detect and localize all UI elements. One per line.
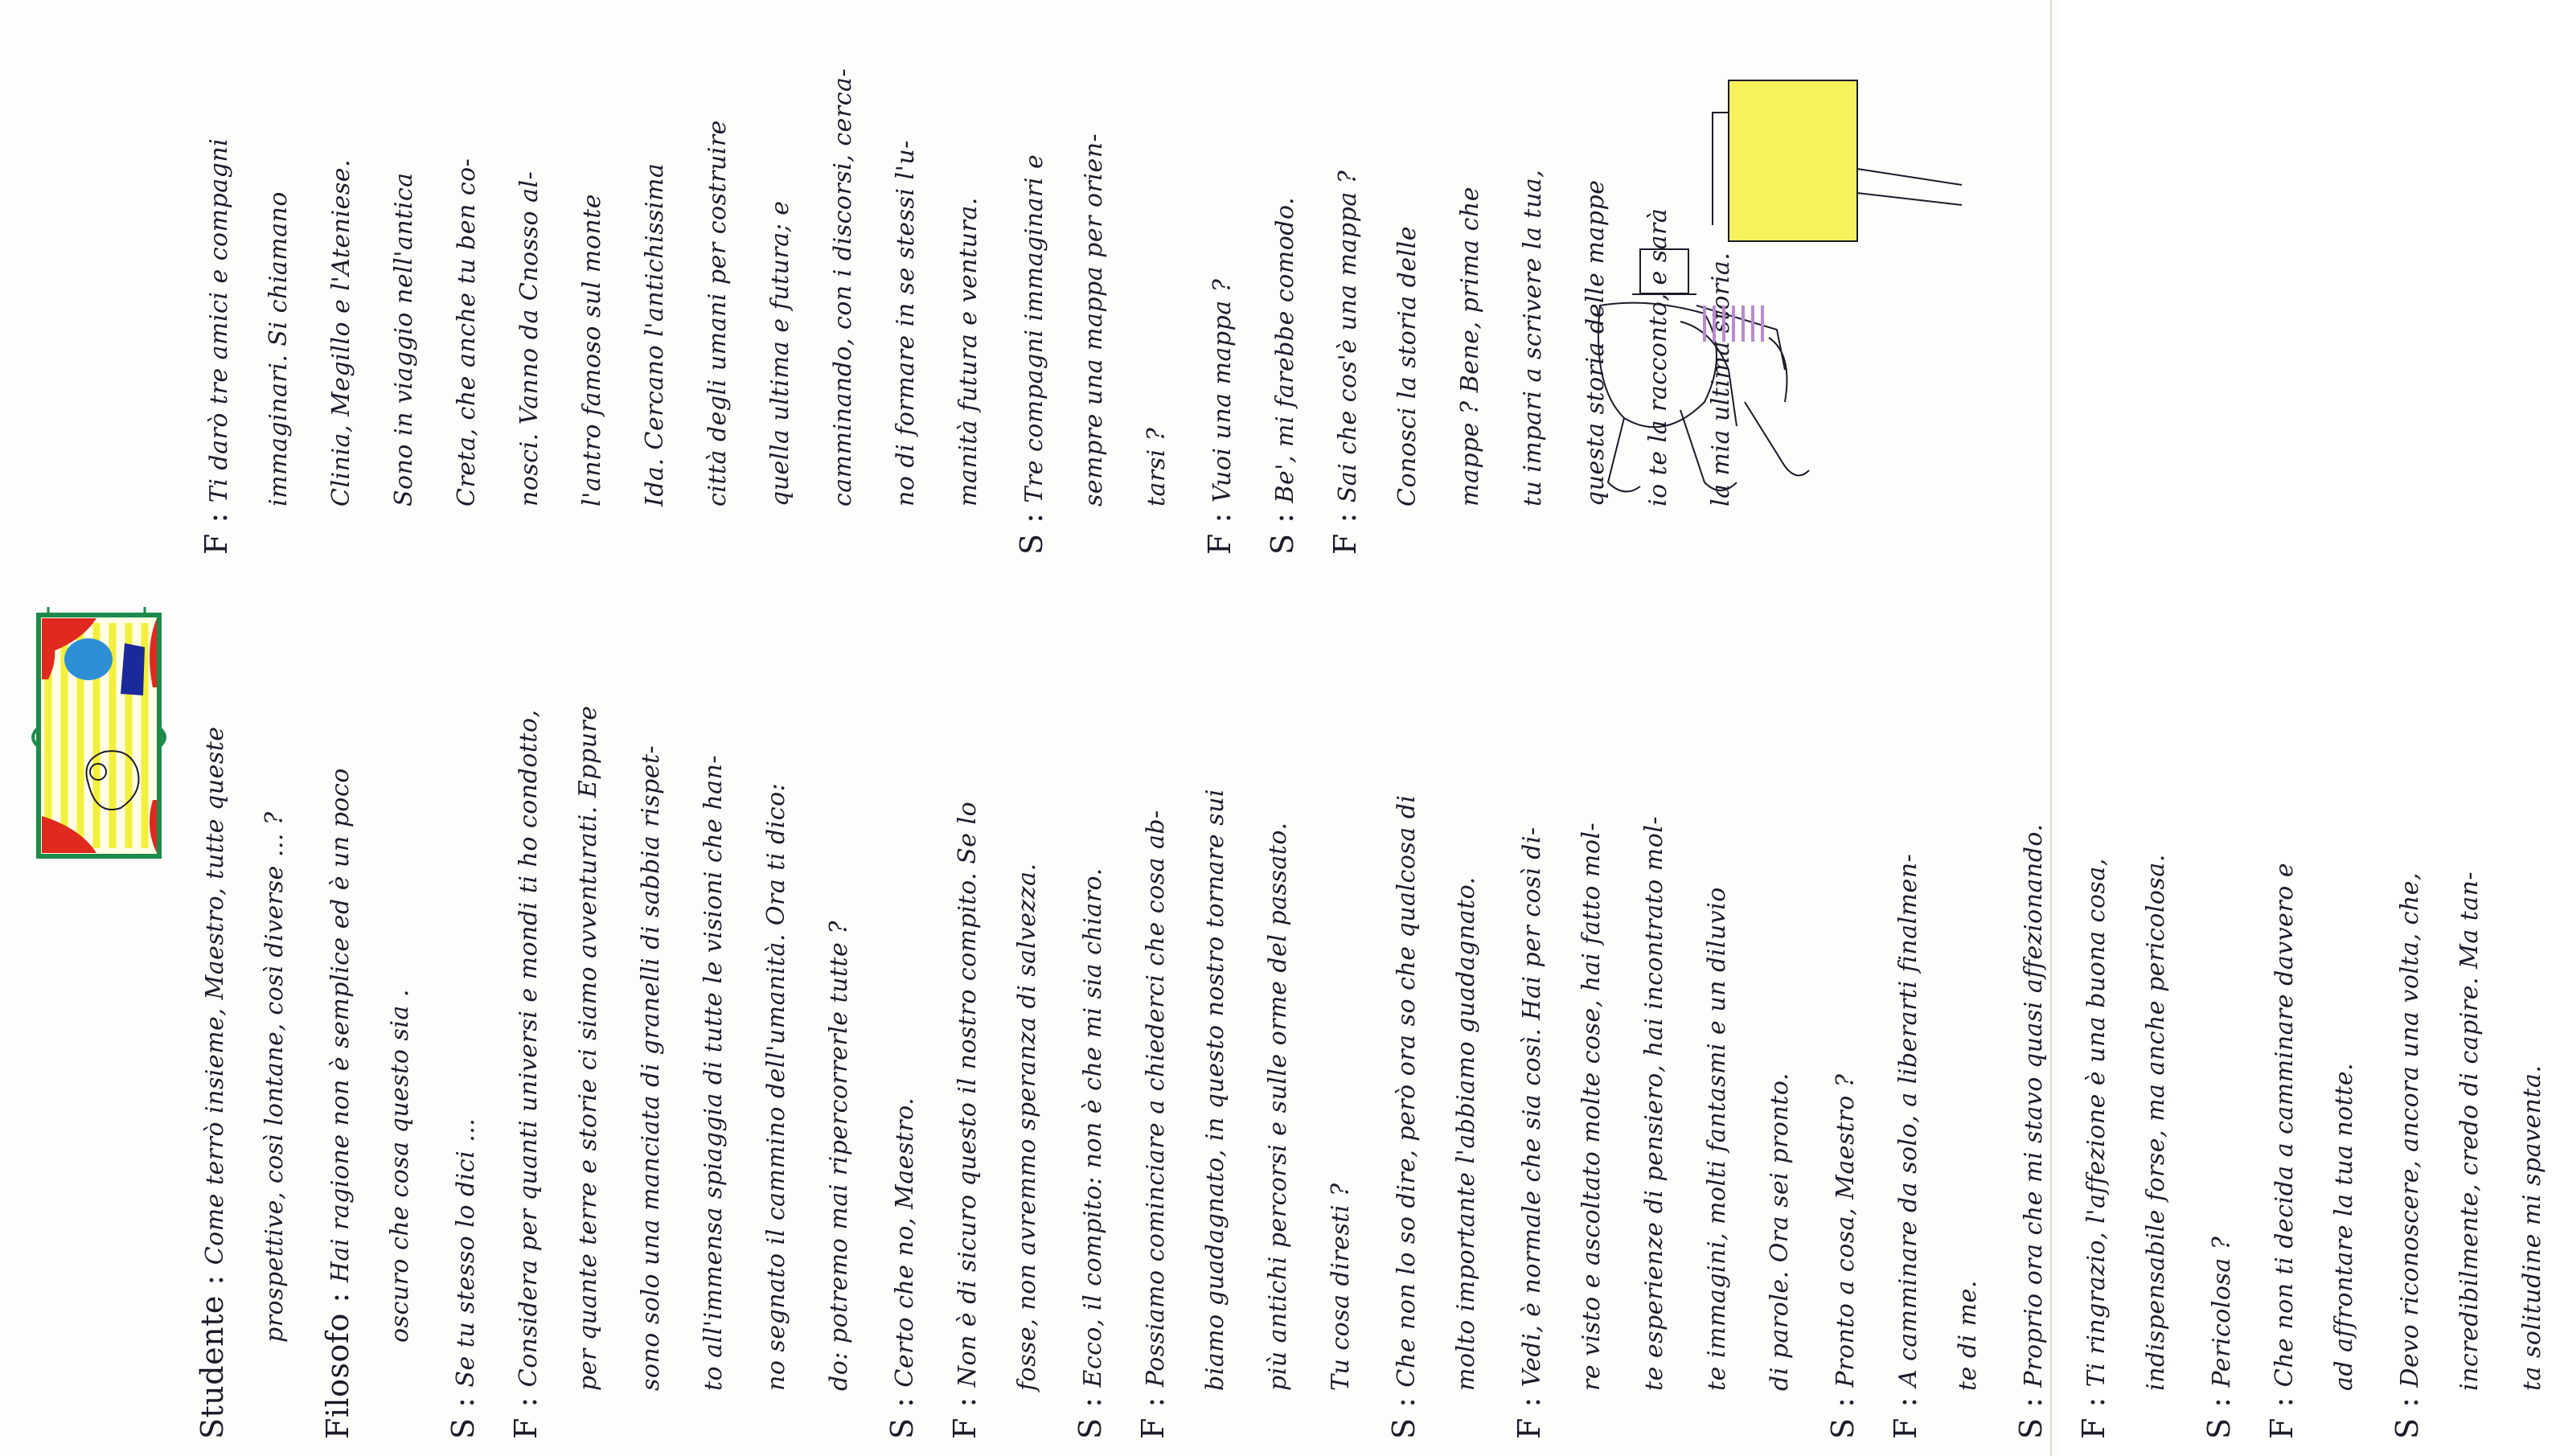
dialogue-text: Ti darò tre amici e compagni	[205, 137, 233, 503]
speaker-label: S :	[1073, 1397, 1108, 1439]
dialogue-line	[2313, 185, 2376, 1439]
speaker-label: F :	[199, 512, 234, 555]
dialogue-line	[1188, 56, 1251, 555]
dialogue-line	[2125, 185, 2188, 1439]
dialogue-text: Come terrò insieme, Maestro, tutte queste	[201, 726, 229, 1265]
speaker-label: S :	[445, 1397, 481, 1439]
dialogue-text: re visto e ascoltato molte cose, hai fatto mol-	[1577, 822, 1606, 1391]
speaker-label: S :	[1265, 512, 1300, 555]
dialogue-text: mappe ? Bene, prima che	[1456, 187, 1484, 507]
dialogue-text: Ecco, il compito: non è che mi sia chiaro.	[1079, 867, 1107, 1388]
dialogue-text: di parole. Ora sei pronto.	[1766, 1073, 1794, 1391]
dialogue-text: Pericolosa ?	[2208, 1236, 2236, 1388]
dialogue-text: Non è di sicuro questo il nostro compito. Se lo	[954, 801, 982, 1388]
dialogue-text: Ti ringrazio, l'affezione è una buona cosa,	[2082, 858, 2111, 1388]
dialogue-text: Se tu stesso lo dici ...	[452, 1118, 480, 1388]
dialogue-line	[2000, 185, 2062, 1439]
dialogue-line	[2250, 185, 2313, 1439]
speaker-label: F :	[1888, 1397, 1923, 1439]
speaker-label: S :	[2390, 1397, 2425, 1439]
speaker-label: F :	[947, 1397, 983, 1439]
speaker-label: S :	[2201, 1397, 2237, 1439]
dialogue-text: Tre compagni immaginari e	[1020, 154, 1048, 503]
speaker-label: F :	[1327, 512, 1363, 555]
dialogue-text: Conosci la storia delle	[1393, 225, 1421, 507]
dialogue-text: Creta, che anche tu ben co-	[453, 158, 481, 507]
dialogue-line	[2062, 185, 2125, 1439]
dialogue-text: tu impari a scrivere la tua,	[1519, 169, 1547, 507]
dialogue-text: manità futura e ventura.	[954, 197, 983, 507]
dialogue-text: l'antro famoso sul monte	[578, 193, 606, 507]
dialogue-text: Vuoi una mappa ?	[1208, 278, 1237, 503]
dialogue-text: io te la racconto, e sarà	[1644, 207, 1672, 507]
speaker-label: Studente :	[195, 1274, 230, 1439]
dialogue-text: Sai che cos'è una mappa ?	[1334, 170, 1362, 503]
dialogue-text: incredibilmente, credo di capire. Ma tan-	[2455, 871, 2484, 1391]
dialogue-text: te di me.	[1954, 1280, 1982, 1391]
speaker-label: F :	[2264, 1397, 2299, 1439]
dialogue-text: Sono in viaggio nell'antica	[390, 172, 418, 507]
dialogue-text: Hai ragione non è semplice ed è un poco	[326, 768, 355, 1283]
dialogue-text: no segnato il cammino dell'umanità. Ora ti dico:	[762, 782, 790, 1391]
dialogue-text: quella ultima e futura; e	[766, 200, 794, 507]
dialogue-line	[937, 56, 1000, 555]
dialogue-line	[1314, 56, 1376, 555]
dialogue-line	[1251, 56, 1314, 555]
theatre-stage-drawing-icon	[32, 599, 169, 876]
speaker-label: Filosofo :	[320, 1292, 355, 1439]
dialogue-line	[875, 56, 937, 555]
dialogue-text: to all'immensa spiaggia di tutte le visioni che han-	[699, 755, 728, 1391]
dialogue-line	[624, 56, 687, 555]
dialogue-text: la mia ultima storia.	[1707, 252, 1735, 507]
dialogue-text: molto importante l'abbiamo guadagnato.	[1452, 876, 1480, 1391]
dialogue-text: Clinia, Megillo e l'Ateniese.	[327, 158, 355, 507]
speaker-label: S :	[884, 1397, 920, 1439]
speaker-label: F :	[508, 1397, 544, 1439]
dialogue-line	[687, 56, 749, 555]
dialogue-line	[498, 56, 561, 555]
dialogue-line	[2501, 185, 2564, 1439]
speaker-label: F :	[1512, 1397, 1547, 1439]
dialogue-text: Che non lo so dire, però ora so che qualcosa di	[1393, 794, 1421, 1388]
dialogue-text: città degli umani per costruire	[704, 120, 732, 507]
dialogue-text: te immagini, molti fantasmi e un diluvio	[1703, 887, 1731, 1391]
dialogue-text: indispensabile forse, ma anche pericolosa.	[2142, 854, 2170, 1391]
dialogue-text: più antichi percorsi e sulle orme del passato.	[1264, 822, 1292, 1391]
dialogue-text: Be', mi farebbe comodo.	[1271, 196, 1299, 503]
dialogue-text: do: potremo mai ripercorrerle tutte ?	[825, 921, 853, 1391]
dialogue-text: te esperienze di pensiero, hai incontrato mol-	[1640, 815, 1668, 1391]
dialogue-line	[2188, 185, 2250, 1439]
dialogue-line	[373, 56, 436, 555]
dialogue-text: no di formare in se stessi l'u-	[892, 140, 920, 507]
dialogue-text: oscuro che cosa questo sia .	[386, 989, 414, 1343]
dialogue-text: Proprio ora che mi stavo quasi affezionando.	[2020, 823, 2048, 1388]
dialogue-text: Tu cosa diresti ?	[1327, 1183, 1355, 1391]
dialogue-line	[248, 56, 310, 555]
speaker-label: F :	[1202, 512, 1237, 555]
dialogue-text: nosci. Vanno da Cnosso al-	[515, 170, 544, 507]
page-edge	[2050, 0, 2052, 1456]
dialogue-text: Certo che no, Maestro.	[891, 1097, 919, 1388]
dialogue-text: Vedi, è normale che sia così. Hai per così di-	[1518, 826, 1546, 1388]
dialogue-line	[1376, 56, 1439, 555]
speaker-label: S :	[1014, 512, 1049, 555]
three-figures-drawing-icon	[1439, 64, 1970, 515]
dialogue-text: prospettive, così lontane, così diverse ... ?	[261, 811, 289, 1343]
speaker-label: F :	[1135, 1397, 1171, 1439]
dialogue-text: fosse, non avremmo speranza di salvezza.	[1013, 863, 1041, 1391]
dialogue-text: immaginari. Si chiamano	[265, 191, 293, 507]
dialogue-line	[1126, 56, 1188, 555]
dialogue-line	[436, 56, 498, 555]
dialogue-text: biamo guadagnato, in questo nostro tornare sui	[1201, 789, 1229, 1391]
speaker-label: S :	[1386, 1397, 1421, 1439]
speaker-label: F :	[2076, 1397, 2111, 1439]
dialogue-text: Pronto a cosa, Maestro ?	[1832, 1073, 1860, 1388]
dialogue-line	[1000, 56, 1063, 555]
dialogue-line	[749, 56, 812, 555]
dialogue-text: tarsi ?	[1143, 427, 1171, 507]
dialogue-text: Considera per quanti universi e mondi ti ho condotto,	[515, 709, 543, 1388]
dialogue-text: Che non ti decida a camminare davvero e	[2271, 862, 2299, 1388]
dialogue-text: Devo riconoscere, ancora una volta, che,	[2396, 872, 2424, 1388]
dialogue-line	[185, 56, 248, 555]
dialogue-text: ad affrontare la tua notte.	[2330, 1062, 2358, 1391]
dialogue-text: questa storia delle mappe	[1581, 179, 1610, 507]
dialogue-text: Ida. Cercano l'antichissima	[641, 162, 669, 507]
dialogue-text: A camminare da solo, a liberarti finalmen-	[1894, 853, 1922, 1388]
speaker-label: S :	[2013, 1397, 2049, 1439]
dialogue-line	[812, 56, 875, 555]
dialogue-line	[561, 56, 624, 555]
dialogue-line	[310, 56, 373, 555]
dialogue-text: per quante terre e storie ci siamo avventurati. Eppure	[574, 705, 602, 1391]
dialogue-text: sempre una mappa per orien-	[1080, 133, 1108, 507]
dialogue-line	[1063, 56, 1126, 555]
speaker-label: S :	[1825, 1397, 1860, 1439]
dialogue-line	[2439, 185, 2501, 1439]
dialogue-text: ta solitudine mi spaventa.	[2518, 1064, 2546, 1391]
dialogue-text: camminando, con i discorsi, cerca-	[829, 68, 857, 507]
dialogue-line	[2376, 185, 2439, 1439]
dialogue-text: Possiamo cominciare a chiederci che cosa ab-	[1142, 810, 1170, 1388]
dialogue-text: sono solo una manciata di granelli di sabbia rispet-	[637, 744, 665, 1391]
